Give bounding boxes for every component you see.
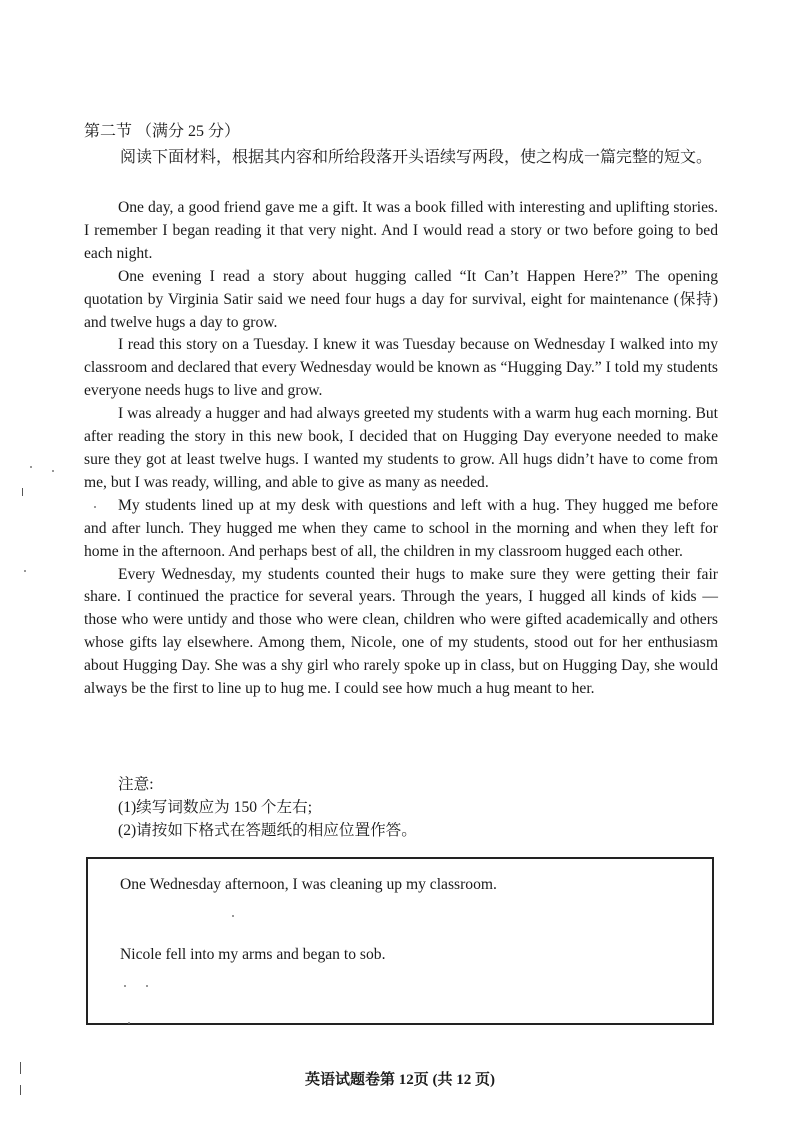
notes-item: (2)请按如下格式在答题纸的相应位置作答。 — [118, 822, 417, 839]
section-title: 第二节 （满分 25 分） — [84, 123, 241, 140]
answer-box — [86, 857, 714, 1025]
scan-mark — [20, 1085, 21, 1095]
scan-dot — [52, 470, 54, 472]
scan-dot — [124, 985, 126, 987]
passage-paragraph: One day, a good friend gave me a gift. It was a book filled with interesting and uplifting stories. I remember I began reading it that very night. And I would read a story or two before going to bed each night. — [84, 199, 718, 262]
scan-dot — [24, 570, 26, 572]
passage-paragraph: Every Wednesday, my students counted their hugs to make sure they were getting their fair share. I continued the practice for several years. Through the years, I hugged all kinds of kids — those who were untidy and those who were clean, children who were gifted academically and others whose gifts lay elsewhere. Among them, Nicole, one of my students, stood out for her enthusiasm about Hugging Day. She was a shy girl who rarely spoke up in class, but on Hugging Day, she would always be the first to line up to hug me. I could see how much a hug meant to her. — [84, 565, 718, 698]
instruction-text: 阅读下面材料，根据其内容和所给段落开头语续写两段，使之构成一篇完整的短文。 — [120, 149, 713, 166]
passage-paragraph: I read this story on a Tuesday. I knew it was Tuesday because on Wednesday I walked into my classroom and declared that every Wednesday would be known as “Hugging Day.” I told my students everyone needs hugs to live and grow. — [84, 336, 718, 400]
scan-dot — [146, 985, 148, 987]
scan-mark — [20, 1062, 21, 1074]
notes-block — [118, 773, 417, 842]
scan-dot — [30, 466, 32, 468]
passage-paragraph: My students lined up at my desk with questions and left with a hug. They hugged me before and after lunch. They hugged me when they came to school in the morning and when they left for home in the afternoon. And perhaps best of all, the children in my classroom hugged each other. — [84, 496, 718, 560]
reading-passage — [84, 197, 718, 701]
scan-mark — [22, 488, 23, 496]
passage-paragraph: One evening I read a story about hugging called “It Can’t Happen Here?” The opening quotation by Virginia Satir said we need four hugs a day for survival, eight for maintenance (保持) and twelve hugs a day to grow. — [84, 267, 718, 331]
notes-item: (1)续写词数应为 150 个左右; — [118, 799, 313, 816]
passage-paragraph: I was already a hugger and had always greeted my students with a warm hug each morning. But after reading the story in this new book, I decided that on Hugging Day everyone needed to make sure they got at least twelve hugs. I wanted my students to grow. All hugs didn’t have to come from me, but I was ready, willing, and able to give as many as needed. — [84, 405, 718, 491]
notes-heading: 注意: — [118, 776, 154, 793]
scan-dot — [94, 506, 96, 508]
paragraph-opener-2: Nicole fell into my arms and began to sob. — [120, 946, 386, 963]
paragraph-opener-1: One Wednesday afternoon, I was cleaning up my classroom. — [120, 876, 497, 893]
scan-dot — [232, 915, 234, 917]
page-footer: 英语试题卷第 12页 (共 12 页) — [305, 1072, 495, 1088]
scan-dot — [128, 1022, 130, 1024]
